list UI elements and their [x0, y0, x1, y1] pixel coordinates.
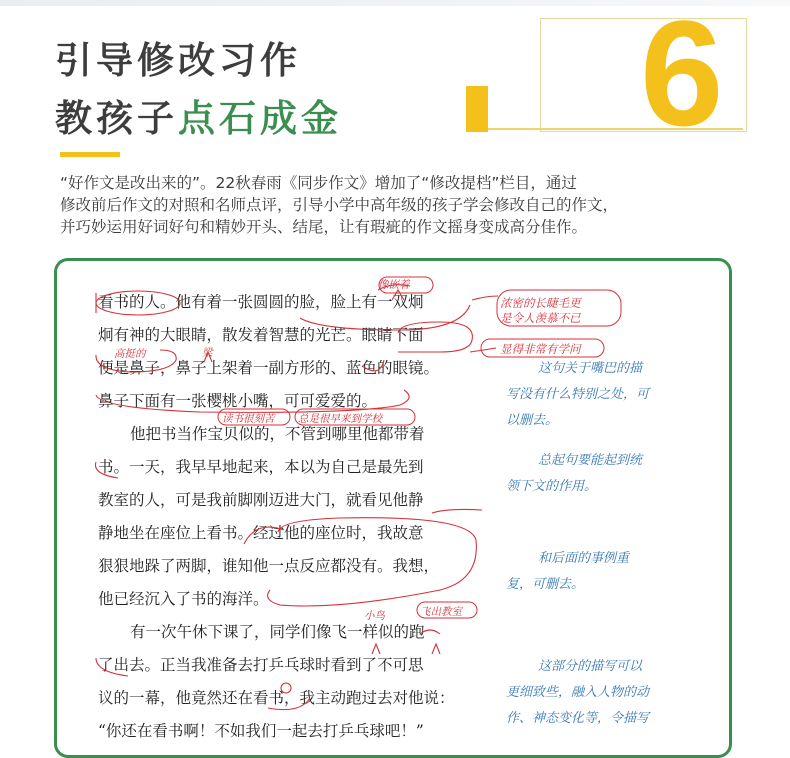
essay-line: 便是鼻子，鼻子上架着一副方形的、蓝色的眼镜。	[98, 359, 440, 377]
insertion-note: 小鸟	[364, 610, 385, 622]
insertion-note: 总是很早来到学校	[298, 413, 382, 425]
blue-comment: 以删去。	[506, 413, 559, 428]
essay-line: 鼻子下面有一张樱桃小嘴，可可爱爱的。	[98, 392, 378, 410]
essay-line: “你还在看书啊！不如我们一起去打乒乓球吧！”	[98, 722, 424, 740]
red-comment: 显得非常有学问	[500, 342, 581, 356]
yellow-block-decoration	[466, 86, 488, 132]
blue-comment: 更细致些，融入人物的动	[506, 685, 650, 700]
essay-text	[98, 286, 478, 748]
essay-line: 看书的人。他有着一张圆圆的脸，脸上有一双炯	[98, 293, 424, 311]
red-comment: 浓密的长睫毛更 是令人羡慕不已	[500, 296, 581, 325]
intro-paragraph	[60, 172, 750, 238]
blue-comment: 这部分的描写可以	[538, 659, 643, 674]
blue-comment: 复，可删去。	[506, 577, 585, 592]
essay-line: 他已经沉入了书的海洋。	[98, 590, 269, 608]
essay-line: 炯有神的大眼睛，散发着智慧的光芒。眼睛下面	[98, 326, 424, 344]
intro-line: 并巧妙运用好词好句和精妙开头、结尾，让有瑕疵的作文摇身变成高分佳作。	[60, 218, 588, 236]
essay-line: 狠狠地跺了两脚，谁知他一点反应都没有。我想，	[98, 557, 440, 575]
blue-comment: 和后面的事例重	[538, 551, 630, 566]
title-green-part: 点石成金	[178, 97, 342, 140]
intro-line: 修改前后作文的对照和名师点评，引导小学中高年级的孩子学会修改自己的作文，	[60, 196, 619, 214]
insertion-note: 梁	[202, 347, 213, 359]
essay-line: 他把书当作宝贝似的，不管到哪里他都带着	[130, 425, 425, 443]
essay-line: 静地坐在座位上看书。经过他的座位时，我故意	[98, 524, 424, 542]
title-underline	[60, 152, 120, 157]
page-title-line2	[55, 88, 342, 142]
essay-line: 教室的人，可是我前脚刚迈进大门，就看见他静	[98, 491, 424, 509]
page-title-line1: 引导修改习作	[55, 39, 301, 82]
blue-comment: 写没有什么特别之处，可	[506, 387, 650, 402]
insertion-note: 读书很刻苦	[222, 413, 275, 425]
title-plain-part: 教孩子	[55, 97, 178, 140]
section-number: 6	[640, 0, 724, 157]
blue-comment: 总起句要能起到统	[538, 453, 643, 468]
insertion-note: 飞出教室	[420, 606, 462, 618]
essay-line: 有一次午休下课了，同学们像飞一样似的跑	[130, 623, 425, 641]
essay-line: 议的一幕，他竟然还在看书，我主动跑过去对他说：	[98, 689, 455, 707]
insertion-note: 像嵌着	[378, 279, 410, 291]
intro-line: “好作文是改出来的”。22秋春雨《同步作文》增加了“修改提档”栏目，通过	[60, 174, 577, 192]
blue-comment: 作、神态变化等，令描写	[506, 711, 650, 726]
blue-comment: 领下文的作用。	[506, 479, 598, 494]
blue-comment: 这句关于嘴巴的描	[538, 361, 643, 376]
insertion-note: 高挺的	[114, 348, 146, 360]
essay-line: 了出去。正当我准备去打乒乓球时看到了不可思	[98, 656, 424, 674]
essay-line: 书。一天，我早早地起来，本以为自己是最先到	[98, 458, 424, 476]
